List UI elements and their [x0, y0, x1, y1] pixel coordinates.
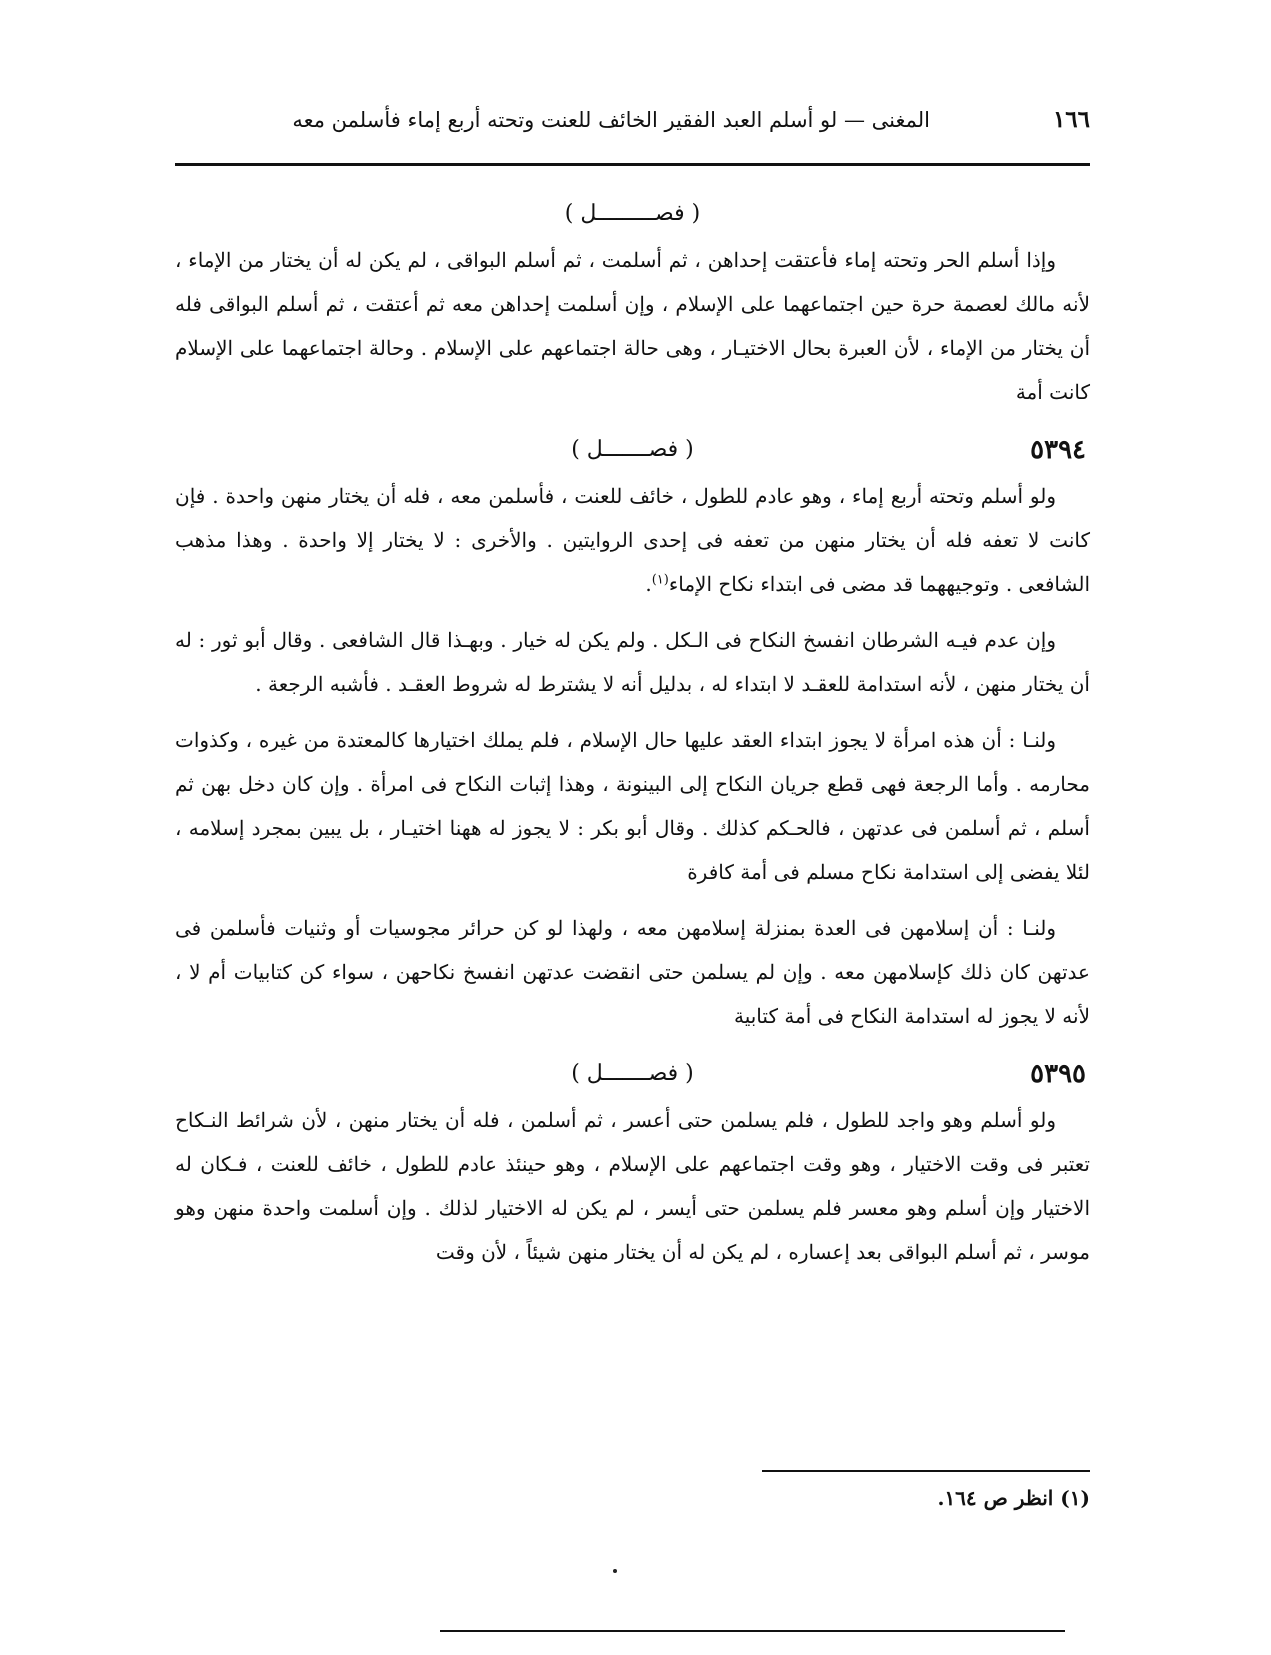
section-heading	[175, 190, 1090, 238]
paragraph	[175, 474, 1090, 606]
section-heading-label: ( فصـــــــــل )	[564, 201, 701, 226]
header-divider	[175, 163, 1090, 166]
section-number: ٥٣٩٥	[1030, 1059, 1086, 1089]
footnote-marker[interactable]: (١)	[651, 572, 669, 588]
running-title: المغنى — لو أسلم العبد الفقير الخائف للعنت وتحته أربع إماء فأسلمن معه	[292, 108, 930, 132]
paragraph: ولو أسلم وهو واجد للطول ، فلم يسلمن حتى أعسر ، ثم أسلمن ، فله أن يختار منهن ، لأن شرائط النـكاح تعتبر فى وقت الاختيار ، وهو وقت اجتماعهم على الإسلام ، وهو حينئذ عادم للطول ، خائف للعنت ، فـكان له الاختيار وإن أسلم وهو معسر فلم يسلمن حتى أيسر ، لم يكن له الاختيار لذلك . وإن أسلمت واحدة منهن وهو موسر ، ثم أسلم البواقى بعد إعساره ، لم يكن له أن يختار منهن شيئاً ، لأن وقت	[175, 1108, 1090, 1264]
scan-speck	[613, 1569, 617, 1573]
footnote-divider	[762, 1470, 1090, 1472]
section-heading	[175, 1050, 1090, 1098]
paragraph: ولنـا : أن هذه امرأة لا يجوز ابتداء العقد عليها حال الإسلام ، فلم يملك اختيارها كالمعتدة من غيره ، وكذوات محارمه . وأما الرجعة فهى قطع جريان النكاح إلى البينونة ، وهذا إثبات النكاح فى امرأة . وإن كان دخل بهن ثم أسلم ، ثم أسلمن فى عدتهن ، فالحـكم كذلك . وقال أبو بكر : لا يجوز له ههنا اختيـار ، بل يبين بمجرد إسلامه ، لئلا يفضى إلى استدامة نكاح مسلم فى أمة كافرة	[175, 728, 1090, 884]
bottom-divider	[440, 1630, 1065, 1632]
paragraph-text: ولو أسلم وتحته أربع إماء ، وهو عادم للطول ، خائف للعنت ، فأسلمن معه ، فله أن يختار منهن واحدة . فإن كانت لا تعفه فله أن يختار منهن من تعفه فى إحدى الروايتين . والأخرى : لا يختار إلا واحدة . وهذا مذهب الشافعى . وتوجيههما قد مضى فى ابتداء نكاح الإماء	[175, 484, 1090, 596]
paragraph: وإذا أسلم الحر وتحته إماء فأعتقت إحداهن ، ثم أسلمت ، ثم أسلم البواقى ، لم يكن له أن يختار من الإماء ، لأنه مالك لعصمة حرة حين اجتماعهما على الإسلام ، وإن أسلمت إحداهن معه ثم أعتقت ، ثم أسلم البواقى فله أن يختار من الإماء ، لأن العبرة بحال الاختيـار ، وهى حالة اجتماعهم على الإسلام . وحالة اجتماعهما على الإسلام كانت أمة	[175, 248, 1090, 404]
paragraph-end: .	[645, 572, 652, 596]
main-text	[175, 190, 1090, 1286]
footnote: (١) انظر ص ١٦٤.	[937, 1486, 1090, 1510]
section-heading-label: ( فصـــــــل )	[571, 437, 694, 462]
running-header	[175, 104, 1090, 144]
section-heading	[175, 426, 1090, 474]
paragraph: ولنـا : أن إسلامهن فى العدة بمنزلة إسلامهن معه ، ولهذا لو كن حرائر مجوسيات أو وثنيات فأسلمن فى عدتهن كان ذلك كإسلامهن معه . وإن لم يسلمن حتى انقضت عدتهن انفسخ نكاحهن ، سواء كن كتابيات أم لا ، لأنه لا يجوز له استدامة النكاح فى أمة كتابية	[175, 916, 1090, 1028]
section-number: ٥٣٩٤	[1030, 435, 1086, 465]
paragraph: وإن عدم فيـه الشرطان انفسخ النكاح فى الـكل . ولم يكن له خيار . وبهـذا قال الشافعى . وقال أبو ثور : له أن يختار منهن ، لأنه استدامة للعقـد لا ابتداء له ، بدليل أنه لا يشترط له شروط العقـد . فأشبه الرجعة .	[175, 628, 1090, 696]
page-number: ١٦٦	[1052, 106, 1090, 133]
section-heading-label: ( فصـــــــل )	[571, 1061, 694, 1086]
